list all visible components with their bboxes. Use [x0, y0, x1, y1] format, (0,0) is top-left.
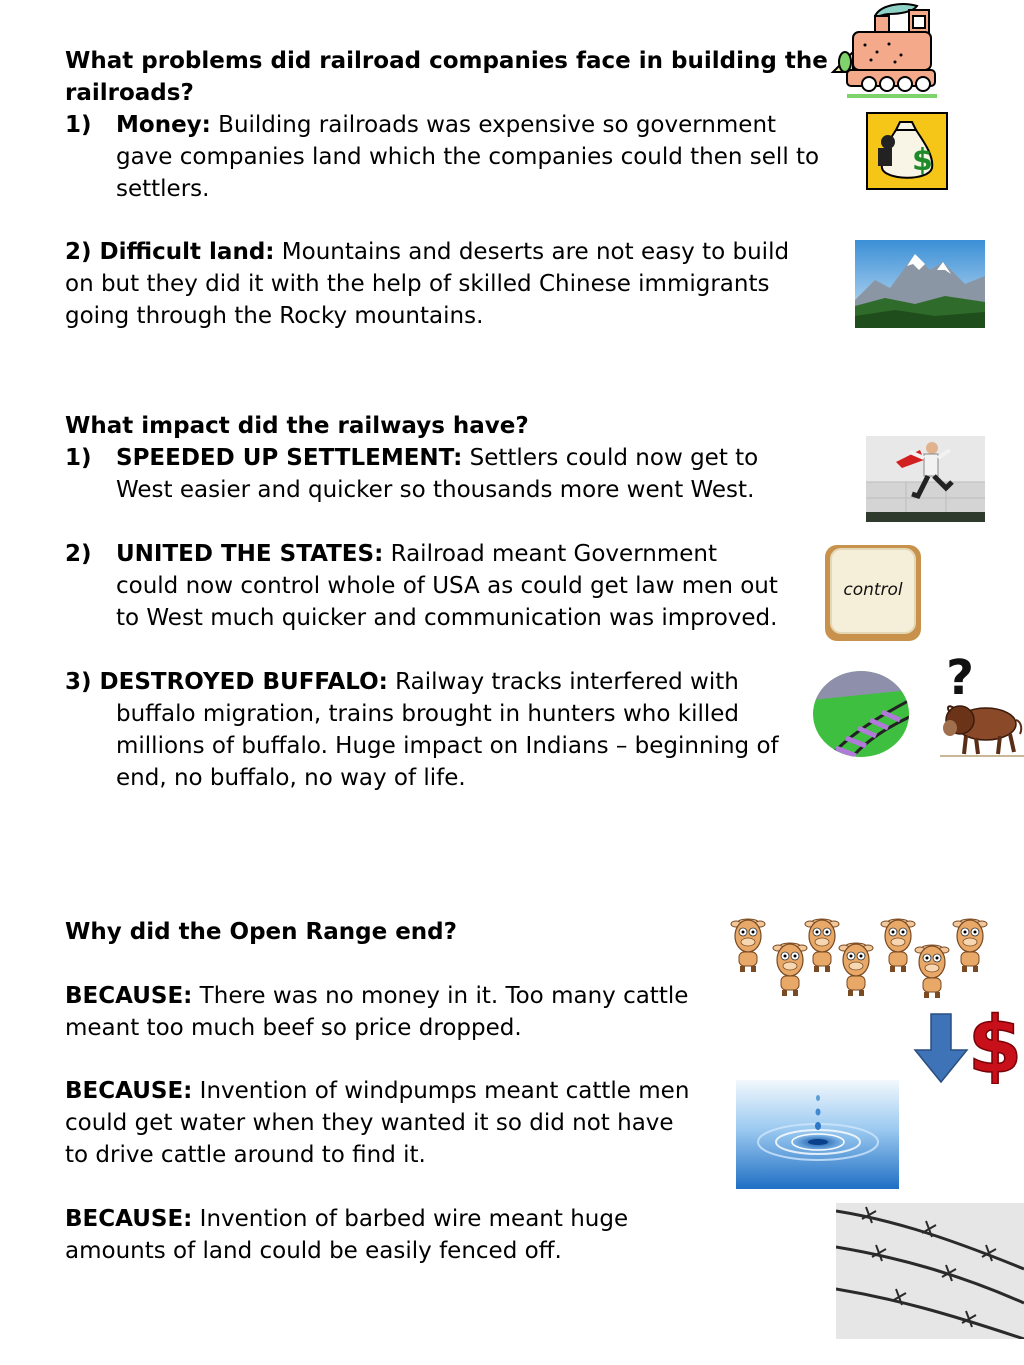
control-key-label: control [843, 580, 903, 600]
reason3-line1 [65, 1203, 628, 1235]
section2-item2-text1: Railroad meant Government [383, 541, 717, 567]
section1-heading-line2: railroads? [65, 80, 194, 106]
money-bag-icon [866, 112, 948, 190]
reason1-line2: meant too much beef so price dropped. [65, 1015, 522, 1041]
section1-item2-line2: on but they did it with the help of skilled Chinese immigrants [65, 271, 770, 297]
money-label: Money: [116, 112, 211, 138]
difficult-land-label: 2) Difficult land: [65, 239, 275, 265]
section1-item2-text1: Mountains and deserts are not easy to build [274, 239, 790, 265]
barbed-wire-photo [836, 1203, 1024, 1339]
section1-item1-line1 [116, 109, 776, 141]
red-dollar-sign: $ [967, 1001, 1023, 1084]
reason2-line2: could get water when they wanted it so did not have [65, 1110, 674, 1136]
reason2-label: BECAUSE: [65, 1078, 193, 1104]
reason3-label: BECAUSE: [65, 1206, 193, 1232]
settlement-label: SPEEDED UP SETTLEMENT: [116, 445, 463, 471]
section2-item3-text1: Railway tracks interfered with [387, 669, 739, 695]
section2-item2-line3: to West much quicker and communication was improved. [116, 605, 778, 631]
section2-item1-line2: West easier and quicker so thousands more went West. [116, 477, 755, 503]
reason3-line2: amounts of land could be easily fenced off. [65, 1238, 562, 1264]
section2-item1-line1 [116, 442, 758, 474]
reason2-text1: Invention of windpumps meant cattle men [192, 1078, 690, 1104]
reason1-line1 [65, 980, 688, 1012]
section1-item2-line3: going through the Rocky mountains. [65, 303, 484, 329]
section2-item2-line2: could now control whole of USA as could get law men out [116, 573, 778, 599]
section2-item1-number: 1) [65, 445, 92, 471]
cattle-herd-icon [726, 908, 996, 1008]
water-ripple-photo [736, 1080, 899, 1189]
section1-item2-line1 [65, 236, 789, 268]
section2-item2-line1 [116, 538, 717, 570]
price-drop-icon [913, 1000, 1024, 1084]
reason1-text1: There was no money in it. Too many cattle [192, 983, 689, 1009]
buffalo-icon [940, 698, 1024, 758]
section2-item3-line2: buffalo migration, trains brought in hunters who killed [116, 701, 739, 727]
reason2-line3: to drive cattle around to find it. [65, 1142, 426, 1168]
running-man-photo [866, 436, 985, 522]
mountains-photo [855, 240, 985, 328]
section2-item1-text1: Settlers could now get to [462, 445, 759, 471]
question-mark-text: ? [946, 650, 974, 702]
section1-item1-line3: settlers. [116, 176, 210, 202]
section2-heading: What impact did the railways have? [65, 413, 529, 439]
section1-item1-text1: Building railroads was expensive so government [210, 112, 777, 138]
reason3-text1: Invention of barbed wire meant huge [192, 1206, 629, 1232]
reason2-line1 [65, 1075, 689, 1107]
united-label: UNITED THE STATES: [116, 541, 384, 567]
section1-item1-number: 1) [65, 112, 92, 138]
section3-heading: Why did the Open Range end? [65, 919, 457, 945]
section2-item2-number: 2) [65, 541, 92, 567]
train-icon [825, 0, 940, 100]
railway-track-icon [812, 670, 910, 758]
section2-item3-line4: end, no buffalo, no way of life. [116, 765, 466, 791]
reason1-label: BECAUSE: [65, 983, 193, 1009]
section1-item1-line2: gave companies land which the companies could then sell to [116, 144, 820, 170]
section1-heading-line1: What problems did railroad companies face in building the [65, 48, 828, 74]
section2-item3-line3: millions of buffalo. Huge impact on Indians – beginning of [116, 733, 779, 759]
money-bag-dollar: $ [912, 143, 933, 178]
control-key-icon [823, 543, 923, 643]
section2-item3-line1 [65, 666, 739, 698]
question-mark-icon [942, 650, 978, 702]
buffalo-label: 3) DESTROYED BUFFALO: [65, 669, 388, 695]
